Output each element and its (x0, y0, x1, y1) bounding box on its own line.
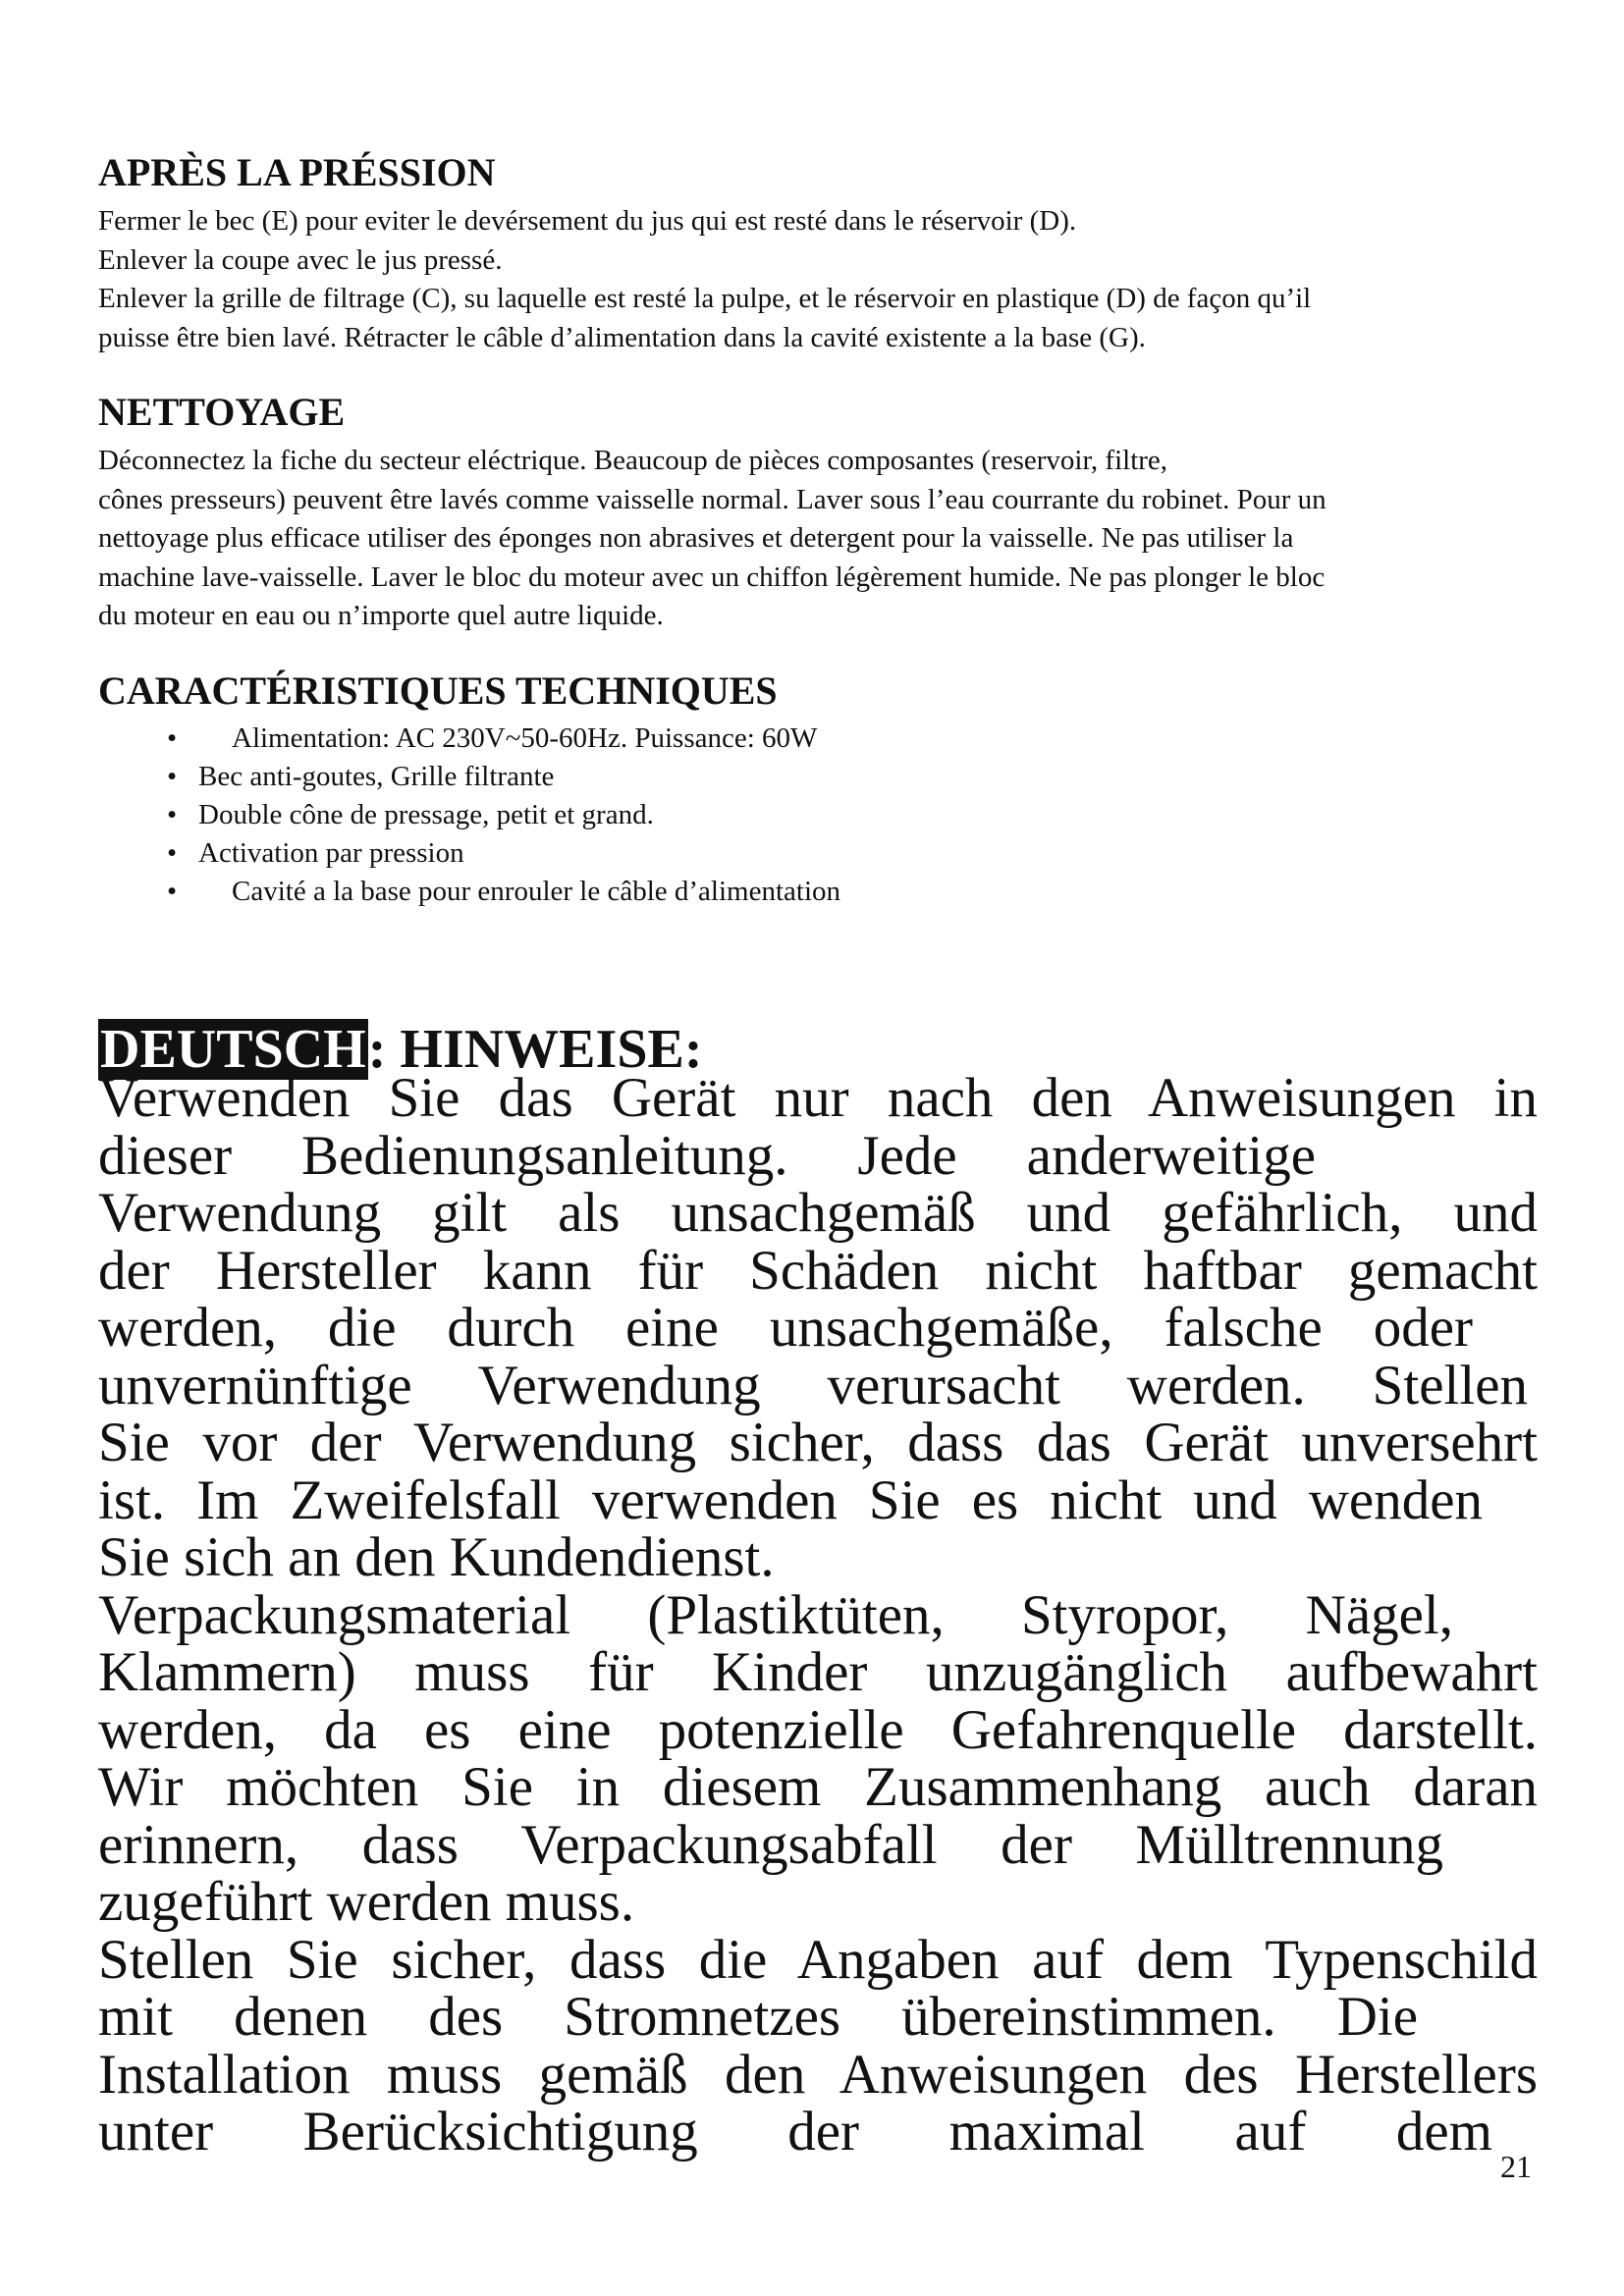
spec-text: Alimentation: AC 230V~50-60Hz. Puissance: 60W (232, 722, 818, 754)
cleaning-paragraph (98, 442, 1532, 636)
paragraph-line: unvernünftige Verwendung verursacht werden. Stellen (98, 1354, 1528, 1416)
bullet-icon: • (167, 876, 178, 907)
list-item (98, 720, 1532, 758)
paragraph-line: der Hersteller kann für Schäden nicht haftbar gemacht (98, 1239, 1538, 1302)
paragraph-line: zugeführt werden muss. (98, 1871, 635, 1933)
paragraph-line: werden, die durch eine unsachgemäße, falsche oder (98, 1297, 1473, 1359)
paragraph-line: Klammern) muss für Kinder unzugänglich aufbewahrt (98, 1641, 1538, 1703)
paragraph-line: dieser Bedienungsanleitung. Jede anderweitige (98, 1124, 1316, 1187)
paragraph-line: Déconnectez la fiche du secteur eléctrique. Beaucoup de pièces composantes (reservoir, filtre, (98, 445, 1168, 476)
spec-text: Activation par pression (198, 837, 464, 869)
paragraph-line: cônes presseurs) peuvent être lavés comme vaisselle normal. Laver sous l’eau courrante du robinet. Pour un (98, 483, 1326, 515)
paragraph-line: erinnern, dass Verpackungsabfall der Mülltrennung (98, 1813, 1443, 1876)
language-label: DEUTSCH (100, 1019, 366, 1080)
paragraph-line: unter Berücksichtigung der maximal auf dem (98, 2101, 1492, 2163)
paragraph-line: Installation muss gemäß den Anweisungen des Herstellers (98, 2043, 1538, 2106)
bullet-icon: • (167, 837, 178, 869)
specs-list (98, 720, 1532, 911)
list-item (98, 796, 1532, 834)
after-pressing-heading: APRÈS LA PRÉSSION (98, 150, 496, 194)
list-item (98, 873, 1532, 911)
spec-text: Cavité a la base pour enrouler le câble d’alimentation (232, 876, 841, 907)
spec-text: Bec anti-goutes, Grille filtrante (198, 761, 555, 792)
bullet-icon: • (167, 761, 178, 792)
paragraph-line: Verwendung gilt als unsachgemäß und gefährlich, und (98, 1182, 1538, 1244)
paragraph-line: nettoyage plus efficace utiliser des éponges non abrasives et detergent pour la vaisselle. Ne pas utiliser la (98, 522, 1294, 554)
paragraph-line: ist. Im Zweifelsfall verwenden Sie es nicht und wenden (98, 1468, 1483, 1531)
paragraph-line: Fermer le bec (E) pour eviter le devérsement du jus qui est resté dans le réservoir (D). (98, 205, 1077, 237)
paragraph-line: machine lave-vaisselle. Laver le bloc du moteur avec un chiffon légèrement humide. Ne pas plonger le bloc (98, 561, 1326, 593)
paragraph-line: werden, da es eine potenzielle Gefahrenquelle darstellt. (98, 1698, 1538, 1761)
specs-heading: CARACTÉRISTIQUES TECHNIQUES (98, 668, 778, 713)
bullet-icon: • (167, 722, 178, 754)
paragraph-line: Verpackungsmaterial (Plastiktüten, Styropor, Nägel, (98, 1583, 1453, 1646)
paragraph-line: Sie sich an den Kundendienst. (98, 1526, 775, 1588)
list-item (98, 758, 1532, 796)
paragraph-line: mit denen des Stromnetzes übereinstimmen. Die (98, 1986, 1418, 2048)
paragraph-line: du moteur en eau ou n’importe quel autre liquide. (98, 600, 664, 631)
cleaning-heading: NETTOYAGE (98, 390, 346, 434)
spec-text: Double cône de pressage, petit et grand. (198, 799, 654, 830)
paragraph-line: Verwenden Sie das Gerät nur nach den Anweisungen in (98, 1067, 1538, 1129)
german-heading-text: : HINWEISE: (367, 1019, 703, 1080)
page-number: 21 (1500, 2149, 1532, 2184)
paragraph-line: Enlever la grille de filtrage (C), su laquelle est resté la pulpe, et le réservoir en plastique (D) de façon qu’il (98, 283, 1312, 314)
paragraph-line: Sie vor der Verwendung sicher, dass das Gerät unversehrt (98, 1412, 1538, 1473)
list-item (98, 834, 1532, 873)
paragraph-line: Wir möchten Sie in diesem Zusammenhang auch daran (98, 1756, 1538, 1818)
paragraph-line: Stellen Sie sicher, dass die Angaben auf dem Typenschild (98, 1928, 1538, 1991)
paragraph-line: puisse être bien lavé. Rétracter le câble d’alimentation dans la cavité existente a la base (G). (98, 321, 1146, 353)
german-notes-paragraph (98, 1067, 1538, 2163)
paragraph-line: Enlever la coupe avec le jus pressé. (98, 243, 503, 276)
bullet-icon: • (167, 799, 178, 830)
after-pressing-paragraph (98, 202, 1532, 357)
